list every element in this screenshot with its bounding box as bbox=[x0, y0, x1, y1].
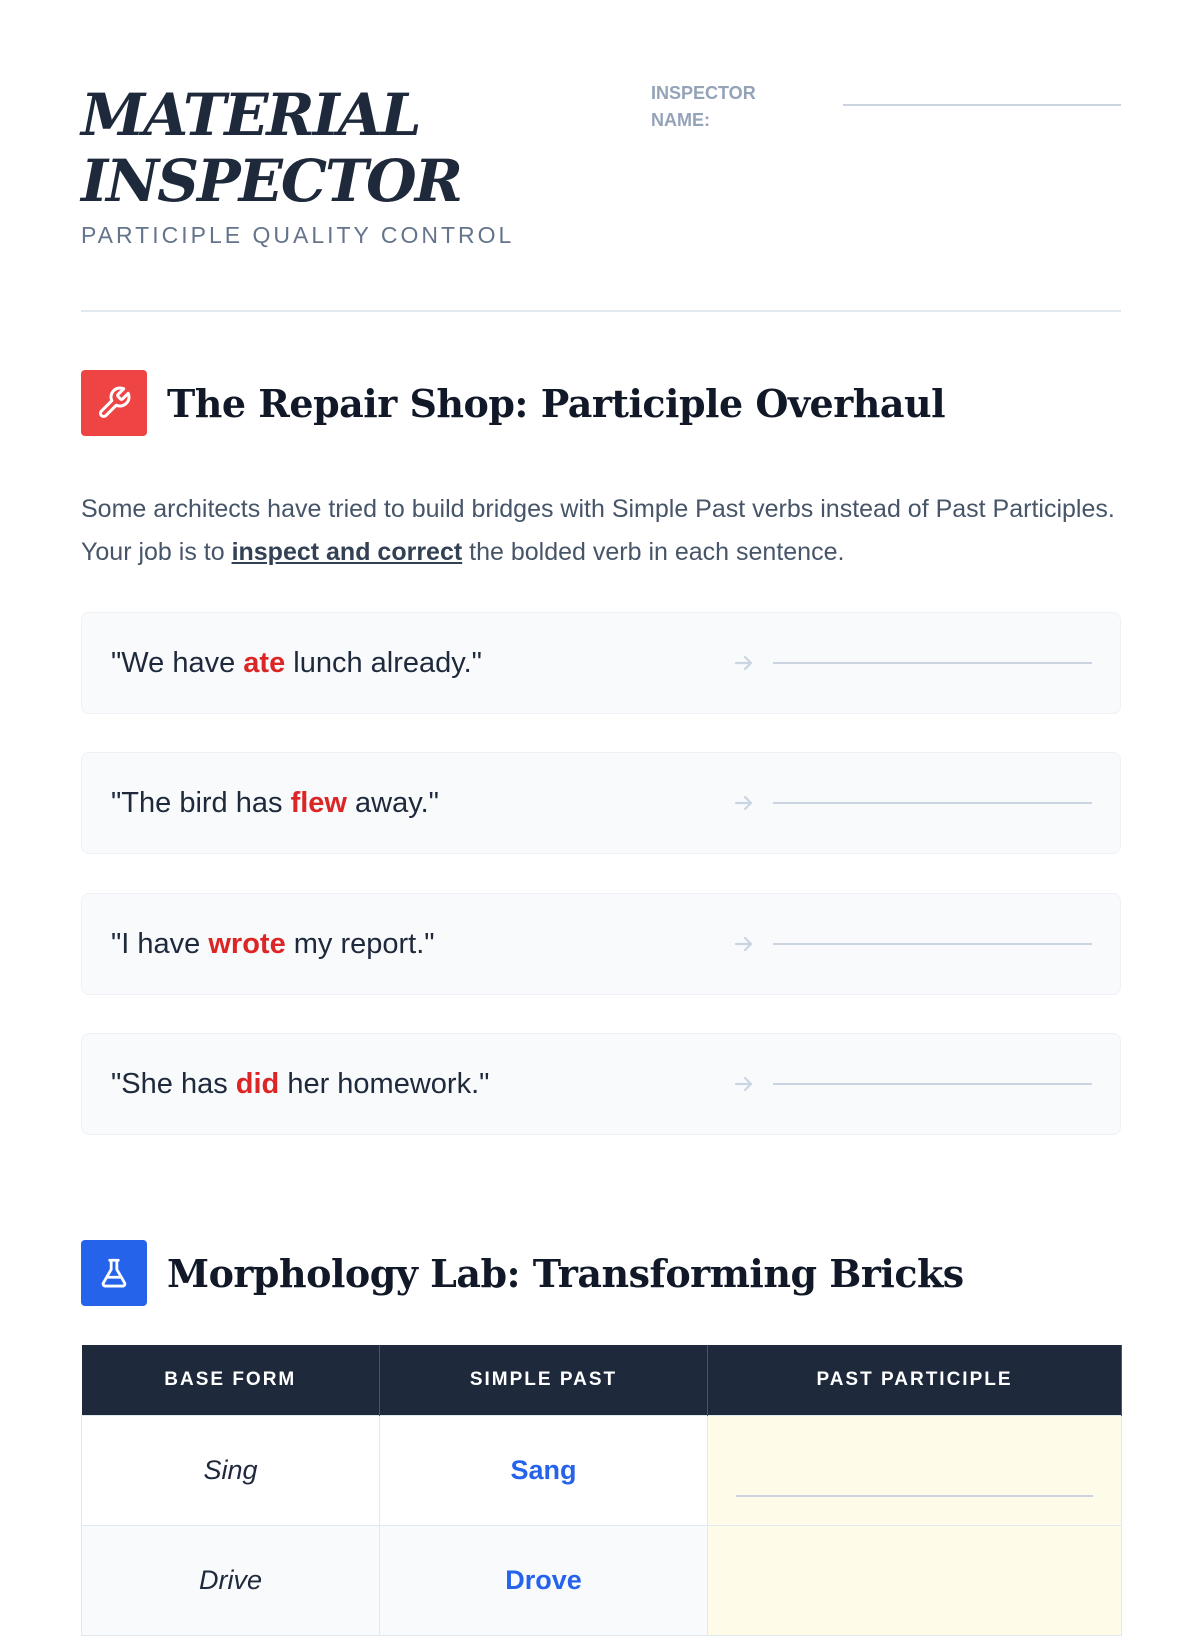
incorrect-verb: wrote bbox=[208, 928, 286, 960]
inspector-name-field[interactable] bbox=[843, 104, 1121, 106]
arrow-right-icon bbox=[732, 651, 756, 675]
sentence-part: her homework." bbox=[279, 1068, 490, 1100]
table-header-row bbox=[82, 1345, 1122, 1416]
column-header-base-form: BASE FORM bbox=[82, 1345, 380, 1416]
instructions-part: the bolded verb in each sentence. bbox=[462, 538, 845, 566]
verb-forms-table bbox=[81, 1345, 1122, 1636]
arrow-right-icon bbox=[732, 932, 756, 956]
wrench-icon bbox=[81, 370, 147, 436]
sentence-part: "I have bbox=[111, 928, 209, 960]
column-header-past-participle: PAST PARTICIPLE bbox=[708, 1345, 1122, 1416]
sentence-part: my report." bbox=[285, 928, 435, 960]
answer-field[interactable] bbox=[773, 1083, 1092, 1085]
simple-past-cell: Sang bbox=[380, 1416, 708, 1526]
column-header-simple-past: SIMPLE PAST bbox=[380, 1345, 708, 1416]
table-row bbox=[82, 1416, 1122, 1526]
base-form-cell: Sing bbox=[82, 1416, 380, 1526]
sentence-part: "She has bbox=[111, 1068, 236, 1100]
correction-item bbox=[81, 1033, 1121, 1135]
worksheet-header bbox=[81, 0, 1121, 312]
correction-item bbox=[81, 893, 1121, 995]
answer-field[interactable] bbox=[773, 662, 1092, 664]
sentence-part: "We have bbox=[111, 647, 244, 679]
sentence-part: lunch already." bbox=[285, 647, 482, 679]
past-participle-cell[interactable] bbox=[708, 1526, 1122, 1636]
answer-field[interactable] bbox=[773, 943, 1092, 945]
arrow-right-icon bbox=[732, 1072, 756, 1096]
instructions-part: Some architects have tried to build bridges with Simple Past verbs instead of Past Participles. Your job is to bbox=[81, 495, 1115, 566]
correction-item bbox=[81, 752, 1121, 854]
incorrect-verb: ate bbox=[243, 647, 286, 679]
correction-item bbox=[81, 612, 1121, 714]
answer-field[interactable] bbox=[773, 802, 1092, 804]
instructions-emphasis: inspect and correct bbox=[231, 538, 463, 566]
sentence-part: away." bbox=[346, 787, 439, 819]
page-subtitle: PARTICIPLE QUALITY CONTROL bbox=[81, 222, 515, 248]
incorrect-verb: flew bbox=[290, 787, 347, 819]
morphology-lab-heading bbox=[81, 1240, 964, 1306]
repair-shop-heading bbox=[81, 370, 945, 436]
past-participle-cell[interactable] bbox=[708, 1416, 1122, 1526]
base-form-cell: Drive bbox=[82, 1526, 380, 1636]
sentence bbox=[111, 1034, 489, 1134]
answer-field[interactable] bbox=[736, 1495, 1093, 1497]
sentence-part: "The bird has bbox=[111, 787, 291, 819]
incorrect-verb: did bbox=[235, 1068, 280, 1100]
arrow-right-icon bbox=[732, 791, 756, 815]
flask-icon bbox=[81, 1240, 147, 1306]
simple-past-cell: Drove bbox=[380, 1526, 708, 1636]
section-title: Morphology Lab: Transforming Bricks bbox=[167, 1250, 964, 1296]
inspector-name-label: INSPECTOR NAME: bbox=[651, 83, 756, 130]
sentence bbox=[111, 613, 482, 713]
table-row bbox=[82, 1526, 1122, 1636]
page-title: MATERIAL INSPECTOR bbox=[81, 81, 461, 215]
sentence bbox=[111, 753, 439, 853]
worksheet-page bbox=[81, 0, 1121, 1595]
section-title: The Repair Shop: Participle Overhaul bbox=[167, 380, 946, 426]
instructions-text bbox=[81, 488, 1121, 574]
sentence bbox=[111, 894, 435, 994]
